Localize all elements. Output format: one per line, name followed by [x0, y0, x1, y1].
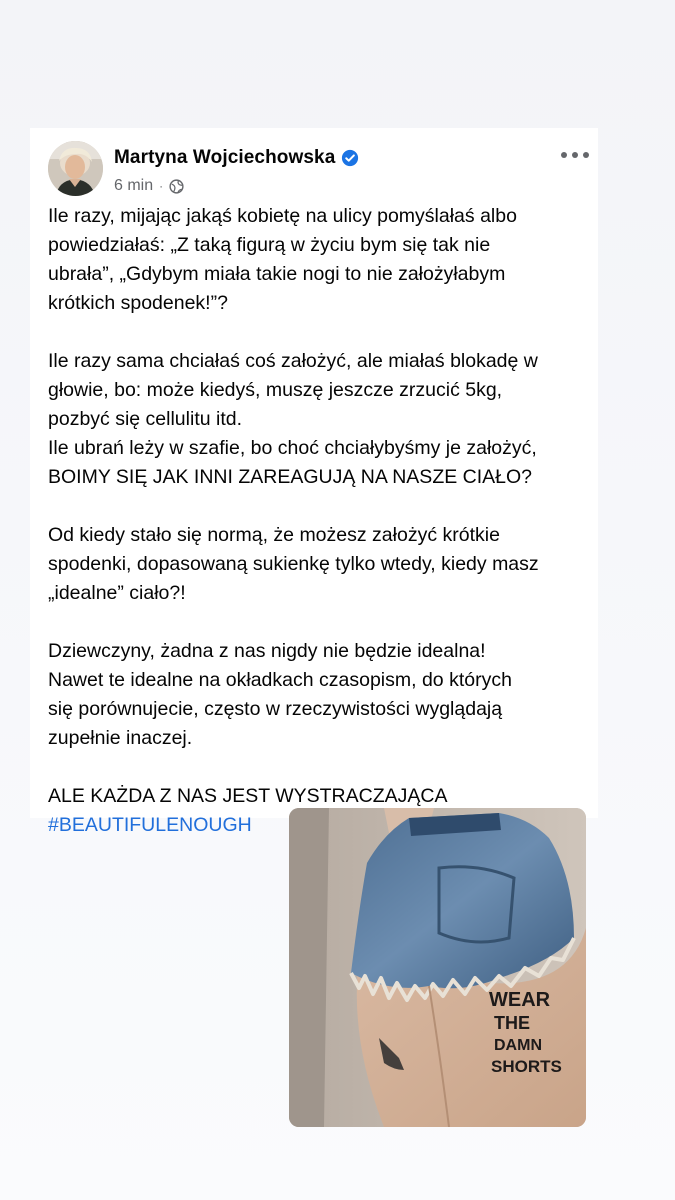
hashtag-link[interactable]: #BEAUTIFULENOUGH — [48, 814, 252, 836]
globe-icon — [169, 179, 184, 194]
post-text-line: „idealne” ciało?! — [48, 582, 186, 604]
post-text-line: pozbyć się cellulitu itd. — [48, 408, 243, 430]
author-name[interactable]: Martyna Wojciechowska — [114, 147, 336, 168]
post-text-line: ubrała”, „Gdybym miała takie nogi to nie założyłabym — [48, 263, 506, 285]
paragraph-gap — [48, 753, 596, 782]
more-dot — [561, 152, 567, 158]
avatar-photo — [48, 141, 103, 196]
post-text-line: Nawet te idealne na okładkach czasopism, do których — [48, 669, 512, 691]
post-text-line: Dziewczyny, żadna z nas nigdy nie będzie idealna! — [48, 640, 486, 662]
post-meta — [114, 177, 184, 195]
handwriting-line: DAMN — [494, 1037, 542, 1054]
post-text-line: głowie, bo: może kiedyś, muszę jeszcze zrzucić 5kg, — [48, 379, 503, 401]
author-name-row — [114, 147, 359, 169]
more-dot — [583, 152, 589, 158]
post-text-line: Ile razy, mijając jakąś kobietę na ulicy pomyślałaś albo — [48, 205, 517, 227]
post-text-line: ALE KAŻDA Z NAS JEST WYSTRACZAJĄCA — [48, 785, 448, 807]
post-paragraph — [48, 347, 596, 492]
post-paragraph — [48, 782, 596, 811]
more-options-icon[interactable] — [561, 146, 589, 164]
post-paragraph — [48, 521, 596, 608]
post-text-line: Od kiedy stało się normą, że możesz założyć krótkie — [48, 524, 500, 546]
post-text-line: zupełnie inaczej. — [48, 727, 193, 749]
post-text-line: spodenki, dopasowaną sukienkę tylko wtedy, kiedy masz — [48, 553, 539, 575]
handwriting-line: SHORTS — [491, 1057, 562, 1076]
paragraph-gap — [48, 492, 596, 521]
post-paragraph — [48, 202, 596, 318]
post-text-line: powiedziałaś: „Z taką figurą w życiu bym się tak nie — [48, 234, 491, 256]
handwriting-line: WEAR — [489, 989, 551, 1011]
post-text-line: się porównujecie, często w rzeczywistości wyglądają — [48, 698, 503, 720]
photo-image — [289, 808, 586, 1127]
post-photo[interactable] — [289, 808, 586, 1127]
post-text-line: krótkich spodenek!”? — [48, 292, 228, 314]
post-text-line: BOIMY SIĘ JAK INNI ZAREAGUJĄ NA NASZE CIAŁO? — [48, 466, 533, 488]
post-text-line: Ile ubrań leży w szafie, bo choć chciałybyśmy je założyć, — [48, 437, 537, 459]
author-avatar[interactable] — [48, 141, 103, 196]
post-text-line: Ile razy sama chciałaś coś założyć, ale miałaś blokadę w — [48, 350, 538, 372]
more-dot — [572, 152, 578, 158]
meta-separator: · — [159, 179, 164, 193]
handwriting-line: THE — [494, 1013, 530, 1033]
post-time[interactable]: 6 min — [114, 177, 154, 194]
verified-badge-icon — [341, 149, 359, 167]
paragraph-gap — [48, 318, 596, 347]
paragraph-gap — [48, 608, 596, 637]
post-text — [48, 202, 596, 840]
post-paragraph — [48, 637, 596, 753]
